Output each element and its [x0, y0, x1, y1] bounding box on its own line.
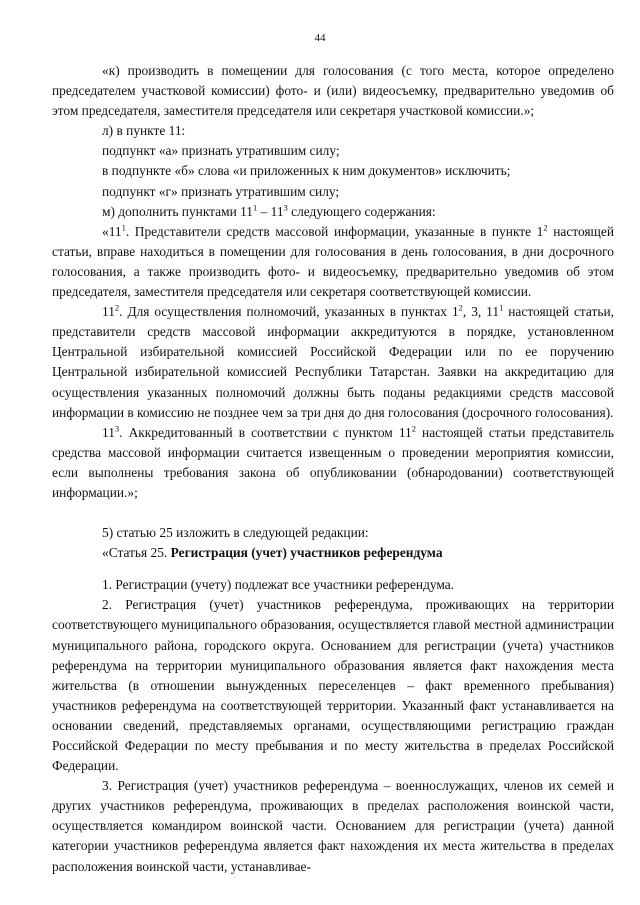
paragraph-item-5: 5) статью 25 изложить в следующей редакции: — [102, 525, 369, 541]
paragraph-subpoint-a: подпункт «а» признать утратившим силу; — [102, 143, 340, 159]
paragraph-11-1: «$11^1$. Представители средств массовой информации, указанные в пункте $1^2$ настоящей статьи, вправе находиться в помещении для голосования в день голосования, в дни досрочного голосования, а также производить фото- и видеосъемку, предварительно уведомив об этом председателя, заместителя председателя или секретаря соответствующей комиссии. — [52, 222, 614, 300]
paragraph-m: м) дополнить пунктами $11^1 - 11^3$ следующего содержания: — [102, 202, 436, 219]
article-25-point-1: 1. Регистрации (учету) подлежат все участники референдума. — [102, 577, 455, 593]
document-body — [52, 61, 614, 877]
paragraph-11-2: $11^2$. Для осуществления полномочий, указанных в пунктах $1^2$, 3, $11^1$ настоящей статьи, представители средств массовой информации аккредитуются в порядке, установленном Центральной избирательной комиссией Российской Федерации или по ее поручению Центральной избирательной комиссией Республики Татарстан. Заявки на аккредитацию для осуществления указанных полномочий должны быть поданы редакциями средств массовой информации в комиссию не позднее чем за три дня до дня голосования (досрочного голосования). — [52, 302, 614, 420]
paragraph-subpoint-g: подпункт «г» признать утратившим силу; — [102, 183, 340, 199]
paragraph-k: «к) производить в помещении для голосования (с того места, которое определено председателем участковой комиссии) фото- и (или) видеосъемку, предварительно уведомив об этом председателя, заместителя председателя или секретаря участковой комиссии.»; — [52, 63, 614, 119]
paragraph-subpoint-b: в подпункте «б» слова «и приложенных к ним документов» исключить; — [102, 163, 511, 179]
paragraph-11-3: $11^3$. Аккредитованный в соответствии с пунктом $11^2$ настоящей статьи представитель средства массовой информации считается извещенным о проведении мероприятия комиссии, если выполнены требования закона об опубликовании (обнародовании) соответствующей информации.»; — [52, 423, 614, 500]
article-25-title: Регистрация (учет) участников референдума — [170, 545, 443, 561]
spacer — [52, 503, 614, 523]
article-25-point-2: 2. Регистрация (учет) участников референдума, проживающих на территории соответствующего муниципального образования, осуществляется главой местной администрации муниципального района, городского округа. Основанием для регистрации (учета) участников референдума на территории муниципального образования является факт нахождения места жительства (в отношении вынужденных переселенцев – факт временного пребывания) участников референдума на соответствующей территории. Указанный факт устанавливается на основании сведений, представляемых органами, осуществляющими регистрацию граждан Российской Федерации по месту пребывания и по месту жительства в пределах Российской Федерации. — [52, 597, 614, 774]
article-25-heading: «Статья 25. Регистрация (учет) участников референдума — [102, 545, 443, 561]
article-25-point-3: 3. Регистрация (учет) участников референдума – военнослужащих, членов их семей и других участников референдума, проживающих в пределах расположения воинской части, осуществляется командиром воинской части. Основанием для регистрации (учета) данной категории участников референдума является факт нахождения их места жительства в пределах расположения воинской части, устанавливае- — [52, 778, 614, 874]
spacer — [52, 563, 614, 575]
page-number: 44 — [314, 32, 326, 44]
paragraph-l: л) в пункте 11: — [102, 123, 186, 139]
